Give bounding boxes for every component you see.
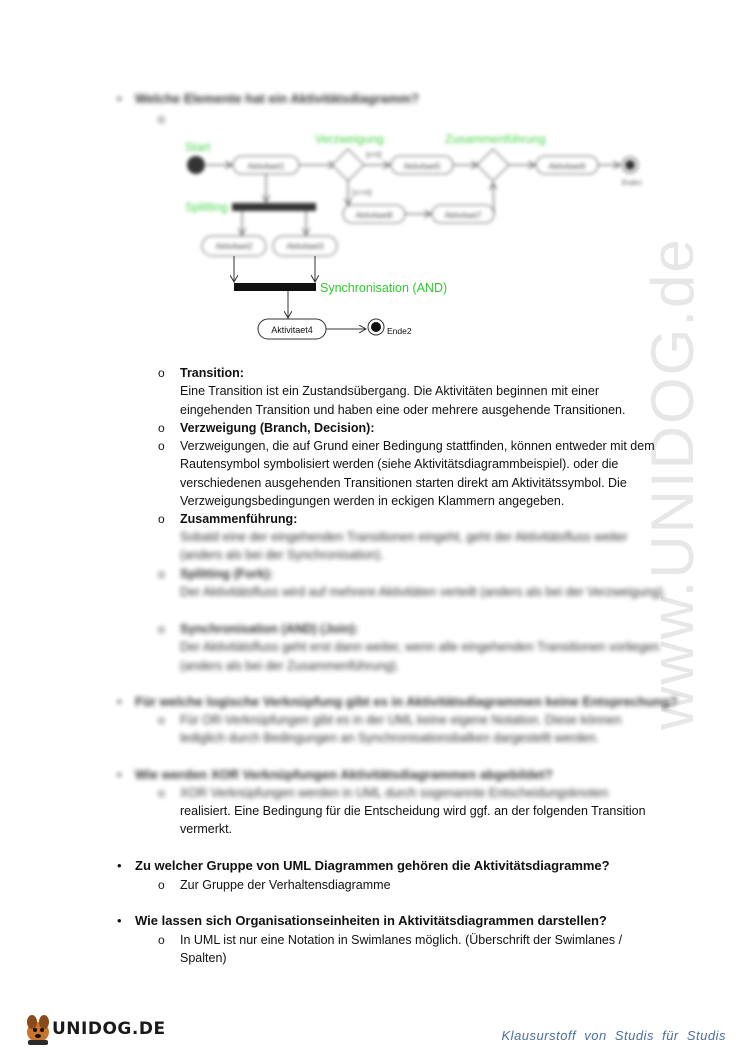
- svg-text:Aktivitaet2: Aktivitaet2: [215, 242, 253, 251]
- bullet-q5: •: [117, 913, 122, 928]
- watermark: www.UNIDOG.de: [639, 237, 706, 730]
- end-node-2-inner: [371, 322, 381, 332]
- fork-bar: [232, 203, 316, 211]
- question-1: Welche Elemente hat ein Aktivitätsdiagramm?: [135, 91, 419, 106]
- join-bar: [234, 283, 316, 291]
- question-3: Wie werden XOR Verknüpfungen Aktivitätsdiagrammen abgebildet?: [135, 767, 553, 782]
- svg-text:[x>0]: [x>0]: [366, 152, 382, 159]
- svg-text:Ende2: Ende2: [387, 326, 412, 336]
- answer-q5: In UML ist nur eine Notation in Swimlanes möglich. (Überschrift der Swimlanes / Spalten): [180, 933, 623, 966]
- start-node: [187, 156, 205, 174]
- sub-bullet-diagram: o: [158, 112, 165, 126]
- answer-splitting: Splitting (Fork): Der Aktivitätsfluss wird auf mehrere Aktivitäten verteilt (anders als bei der Verzweigung).: [180, 567, 667, 600]
- svg-text:Aktivitaet7: Aktivitaet7: [444, 211, 482, 220]
- sub-bullet-zusammen: o: [158, 512, 165, 526]
- answer-q2: Für OR-Verknüpfungen gibt es in der UML keine eigene Notation. Diese können lediglich durch Bedingungen an Synchronisationsbalken dargestellt werden.: [180, 713, 622, 746]
- label-start: Start: [185, 140, 211, 154]
- answer-zusammen-text: Sobald eine der eingehenden Transitionen eingeht, geht der Aktivitätsfluss weiter (anders als bei der Synchronisation).: [180, 530, 628, 563]
- bullet-q2: •: [117, 694, 122, 709]
- sub-bullet-verzweigung-title: o: [158, 421, 165, 435]
- activity-diagram: [180, 125, 660, 350]
- svg-text:Aktivitaet3: Aktivitaet3: [286, 242, 324, 251]
- sub-bullet-q2: o: [158, 713, 165, 727]
- answer-transition: Transition: Eine Transition ist ein Zustandsübergang. Die Aktivitäten beginnen mit einer eingehenden Transition und haben eine oder mehrere ausgehende Transitionen.: [180, 366, 626, 417]
- label-splitting: Splitting: [185, 200, 228, 214]
- svg-text:Aktivitaet1: Aktivitaet1: [247, 162, 285, 171]
- merge-node: [477, 149, 509, 181]
- footer-tagline: Klausurstoff von Studis für Studis: [501, 1028, 726, 1043]
- label-synchronisation: Synchronisation (AND): [320, 281, 448, 295]
- sub-bullet-q5: o: [158, 933, 165, 947]
- svg-text:[x<=0]: [x<=0]: [352, 190, 372, 197]
- label-verzweigung: Verzweigung: [315, 132, 384, 146]
- sub-bullet-transition: o: [158, 366, 165, 380]
- sub-bullet-q3: o: [158, 786, 165, 800]
- answer-q4: Zur Gruppe der Verhaltensdiagramme: [180, 878, 391, 892]
- question-5: Wie lassen sich Organisationseinheiten in Aktivitätsdiagrammen darstellen?: [135, 913, 607, 928]
- answer-zusammen-title: Zusammenführung:: [180, 512, 298, 526]
- question-2: Für welche logische Verknüpfung gibt es in Aktivitätsdiagrammen keine Entsprechung?: [135, 694, 678, 709]
- sub-bullet-q4: o: [158, 878, 165, 892]
- svg-text:Aktivitaet4: Aktivitaet4: [271, 325, 313, 335]
- label-zusammenfuehrung: Zusammenführung: [445, 132, 546, 146]
- svg-text:Aktivitaet5: Aktivitaet5: [403, 162, 441, 171]
- svg-text:Aktivitaet8: Aktivitaet8: [355, 211, 393, 220]
- bullet-q4: •: [117, 858, 122, 873]
- answer-verzweigung-text: Verzweigungen, die auf Grund einer Bedingung stattfinden, können entweder mit dem Rautensymbol symbolisiert werden (siehe Aktivitätsdiagrammbeispiel). oder die verschiedenen ausgehenden Transitionen starten direkt am Aktivitätssymbol. Die Verzweigungsbedingungen werden in eckigen Klammern angegeben.: [180, 439, 655, 509]
- decision-node: [332, 149, 364, 181]
- answer-q3-line1: XOR Verknüpfungen werden in UML durch sogenannte Entscheidungsknoten: [180, 786, 609, 800]
- svg-text:Aktivitaet6: Aktivitaet6: [548, 162, 586, 171]
- logo-text: UNIDOG.DE: [52, 1019, 166, 1039]
- bullet-q1: •: [117, 91, 122, 106]
- answer-sync: Synchronisation (AND) (Join): Der Aktivitätsfluss geht erst dann weiter, wenn alle eingehenden Transitionen vorliegen (anders als bei der Zusammenführung).: [180, 622, 660, 673]
- svg-text:Ende1: Ende1: [622, 180, 643, 187]
- sub-bullet-sync: o: [158, 622, 165, 636]
- answer-q3-line2: realisiert. Eine Bedingung für die Entscheidung wird ggf. an der folgenden Transition vermerkt.: [180, 804, 646, 837]
- question-4: Zu welcher Gruppe von UML Diagrammen gehören die Aktivitätsdiagramme?: [135, 858, 610, 873]
- end-node-1-inner: [625, 160, 635, 170]
- bullet-q3: •: [117, 767, 122, 782]
- answer-verzweigung-title: Verzweigung (Branch, Decision):: [180, 421, 375, 435]
- sub-bullet-splitting: o: [158, 567, 165, 581]
- sub-bullet-verzweigung-text: o: [158, 439, 165, 453]
